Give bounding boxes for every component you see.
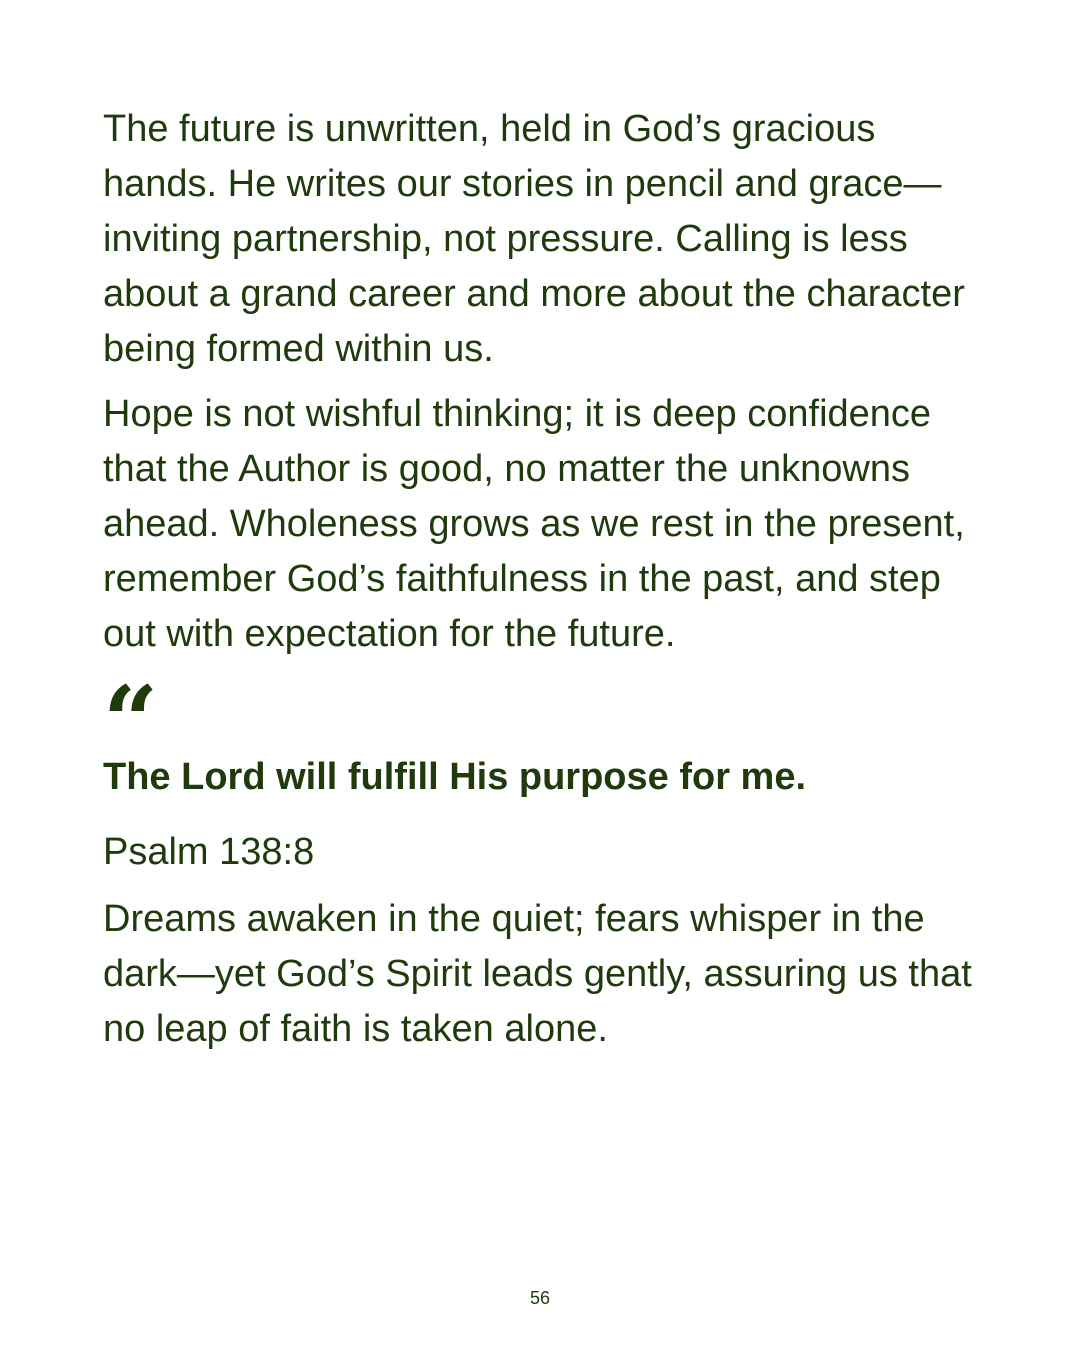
- body-paragraph-1: The future is unwritten, held in God’s gracious hands. He writes our stories in pencil and grace—inviting partnership, not pressure. Calling is less about a grand career and more about the character being formed within us.: [103, 108, 965, 370]
- page-number: 56: [529, 1288, 551, 1308]
- quote-mark-glyph: “: [103, 665, 159, 778]
- scripture-quote: The Lord will fulfill His purpose for me.: [103, 756, 807, 798]
- body-paragraph-3: Dreams awaken in the quiet; fears whisper in the dark—yet God’s Spirit leads gently, assuring us that no leap of faith is taken alone.: [103, 898, 972, 1050]
- page-content: [103, 102, 983, 1057]
- scripture-citation: Psalm 138:8: [103, 831, 315, 873]
- body-paragraph-2: Hope is not wishful thinking; it is deep confidence that the Author is good, no matter the unknowns ahead. Wholeness grows as we rest in the present, remember God’s faithfulness in the past, and step out with expectation for the future.: [103, 393, 965, 655]
